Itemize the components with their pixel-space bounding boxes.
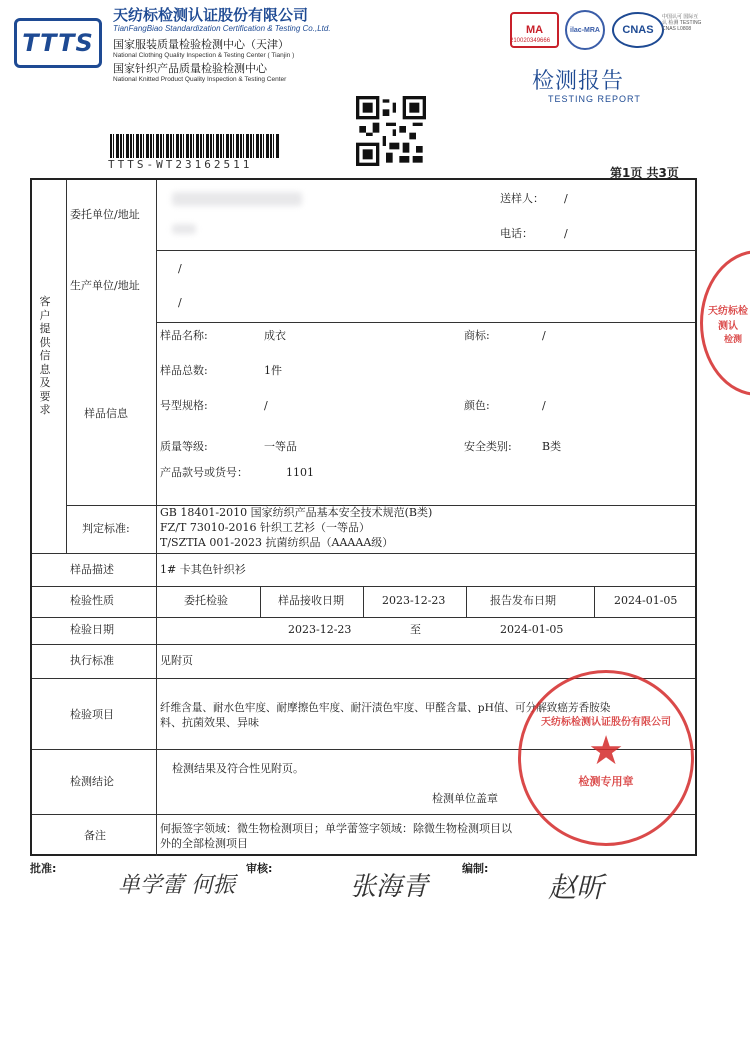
ilac-mra-icon: ilac-MRA: [565, 10, 605, 50]
model-label: 号型规格:: [160, 399, 208, 412]
cnas-cert-icon: CNAS: [612, 12, 664, 48]
item-no-value: 1101: [286, 466, 314, 479]
barcode: [110, 134, 280, 158]
producer-value-1: /: [178, 262, 182, 275]
center1-name-en: National Clothing Quality Inspection & Testing Center ( Tianjin ): [113, 52, 295, 59]
client-label: 委托单位/地址: [70, 208, 140, 221]
official-seal-stamp: [518, 670, 694, 846]
judge-label: 判定标准:: [82, 522, 130, 535]
receive-date-label: 样品接收日期: [278, 594, 344, 607]
brand-value: /: [542, 329, 546, 342]
conclusion-seal-text: 检测单位盖章: [432, 792, 498, 805]
side-seal-stamp: [700, 250, 750, 396]
safety-label: 安全类别:: [464, 440, 512, 453]
test-items-line-1: 纤维含量、耐水色牢度、耐摩擦色牢度、耐汗渍色牢度、甲醛含量、pH值、可分解致癌芳香胺染: [160, 702, 611, 714]
sample-desc-label: 样品描述: [70, 563, 114, 576]
seal-sub-text: 检测专用章: [578, 775, 634, 788]
center2-name-cn: 国家针织产品质量检验检测中心: [113, 62, 267, 75]
phone-value: /: [564, 227, 568, 240]
report-title-cn: 检测报告: [532, 69, 625, 94]
phone-label: 电话：: [500, 227, 533, 240]
model-value: /: [264, 399, 268, 412]
remark-line-2: 外的全部检测项目: [160, 837, 248, 850]
sender-label: 送样人：: [500, 192, 544, 205]
company-logo: TTTS: [14, 18, 102, 68]
compile-signature: 赵昕: [548, 871, 605, 904]
org-name-cn: 天纺标检测认证股份有限公司: [113, 6, 309, 24]
nature-value: 委托检验: [184, 594, 228, 607]
test-items-label: 检验项目: [70, 708, 114, 721]
exec-std-value: 见附页: [160, 654, 193, 667]
sender-value: /: [564, 192, 568, 205]
grade-label: 质量等级:: [160, 440, 208, 453]
nature-label: 检验性质: [70, 594, 114, 607]
report-title-en: TESTING REPORT: [548, 94, 641, 104]
test-date-label: 检验日期: [70, 623, 114, 636]
barcode-number: TTTS-WT23162511: [108, 158, 253, 171]
test-date-from: 2023-12-23: [288, 623, 352, 636]
judge-standard-2: FZ/T 73010-2016 针织工艺衫（一等品）: [160, 521, 371, 534]
seal-org-text: 天纺标检测认证股份有限公司: [541, 717, 671, 728]
remark-line-1: 何振签字领域：微生物检测项目；单学蕾签字领域：除微生物检测项目以: [160, 822, 512, 835]
cma-number: 210020349666: [510, 38, 551, 44]
conclusion-value: 检测结果及符合性见附页。: [172, 762, 304, 775]
client-redacted: [172, 192, 302, 206]
exec-std-label: 执行标准: [70, 654, 114, 667]
receive-date-value: 2023-12-23: [382, 594, 446, 607]
judge-standard-1: GB 18401-2010 国家纺织产品基本安全技术规范(B类): [160, 506, 433, 519]
approve-signature: 单学蕾 何振: [118, 873, 235, 898]
color-label: 颜色:: [464, 399, 490, 412]
review-label: 审核:: [246, 862, 273, 875]
side-seal-sub: 检测: [723, 334, 742, 345]
seal-star-icon: ★: [588, 728, 624, 774]
issue-date-value: 2024-01-05: [614, 594, 678, 607]
sample-name-label: 样品名称:: [160, 329, 208, 342]
sample-name-value: 成衣: [264, 329, 286, 342]
center2-name-en: National Knitted Product Quality Inspection & Testing Center: [113, 76, 287, 83]
sample-info-label: 样品信息: [84, 407, 128, 420]
conclusion-label: 检测结论: [70, 775, 114, 788]
section-client-info-label: 客户提供信息及要求: [39, 295, 51, 416]
test-items-line-2: 料、抗菌效果、异味: [160, 716, 259, 729]
cma-cert-icon: MA: [510, 12, 559, 48]
approve-label: 批准:: [30, 862, 57, 875]
sample-desc-value: 1# 卡其色针织衫: [160, 563, 246, 576]
test-date-to-label: 至: [410, 623, 421, 636]
org-name-en: TianFangBiao Standardization Certification & Testing Co.,Ltd.: [113, 24, 331, 33]
sample-qty-value: 1件: [264, 364, 282, 377]
color-value: /: [542, 399, 546, 412]
producer-value-2: /: [178, 296, 182, 309]
test-date-to: 2024-01-05: [500, 623, 564, 636]
page-info: 第1页 共3页: [610, 166, 679, 180]
remark-label: 备注: [84, 829, 106, 842]
review-signature: 张海青: [350, 872, 429, 902]
item-no-label: 产品款号或货号：: [160, 466, 248, 479]
grade-value: 一等品: [264, 440, 297, 453]
producer-label: 生产单位/地址: [70, 279, 140, 292]
judge-standard-3: T/SZTIA 001-2023 抗菌纺织品（AAAAA级）: [160, 536, 394, 549]
sample-qty-label: 样品总数:: [160, 364, 208, 377]
brand-label: 商标:: [464, 329, 490, 342]
side-seal-text: 天纺标检测认: [708, 305, 748, 332]
compile-label: 编制:: [462, 862, 489, 875]
issue-date-label: 报告发布日期: [490, 594, 556, 607]
cnas-cert-text: 中国认可 国际互认 检测 TESTING CNAS L0808: [662, 14, 702, 32]
qr-code-icon: [356, 96, 426, 166]
safety-value: B类: [542, 440, 562, 453]
center1-name-cn: 国家服装质量检验检测中心（天津）: [113, 38, 289, 51]
client-address-redacted: [172, 224, 196, 234]
